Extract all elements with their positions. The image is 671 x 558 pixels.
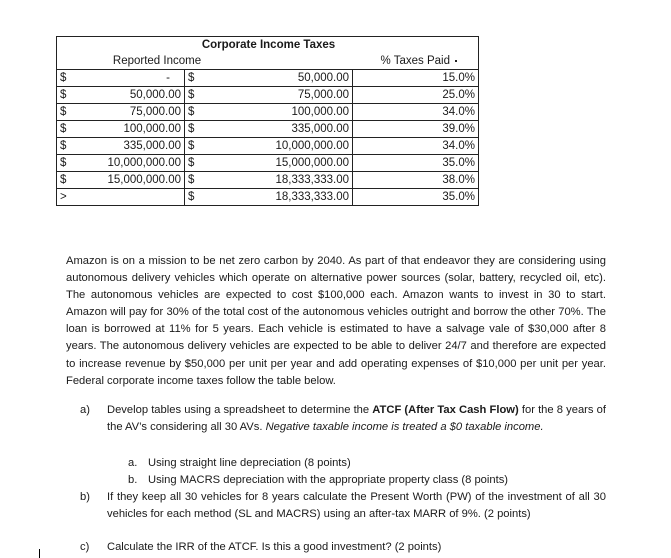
problem-paragraph: Amazon is on a mission to be net zero carbon by 2040. As part of that endeavor they are considering using autonomous delivery vehicles which operate on alternative power sources (solar, battery, recycled oil, etc). The autonomous vehicles are expected to cost $100,000 each. Amazon wants to invest in 30 to start. Amazon will pay for 30% of the total cost of the autonomous vehicles outright and borrow the other 70%. The loan is borrowed at 11% for 5 years. Each vehicle is estimated to have a salvage vale of $30,000 after 8 years. The autonomous delivery vehicles are expected to be able to deliver 24/7 and therefore are expected to increase revenue by $50,000 per unit per year and add operating expenses of $10,000 per unit per year. Federal corporate income taxes follow the table below. bbox=[66, 255, 606, 387]
question-a: a) Develop tables using a spreadsheet to determine the ATCF (After Tax Cash Flow) for the 8 years of the AV’s considering all 30 AVs. Negative taxable income is treated a $0 taxable income. bbox=[80, 404, 606, 434]
table-row: $ 100,000.00 $ 335,000.00 39.0% bbox=[57, 121, 479, 138]
question-b: b) If they keep all 30 vehicles for 8 years calculate the Present Worth (PW) of the investment of all 30 vehicles for each method (SL and MACRS) using an after-tax MARR of 9%. (2 points) bbox=[80, 491, 606, 521]
cell-marker-icon bbox=[455, 60, 459, 64]
taxes-paid-header: % Taxes Paid bbox=[353, 53, 479, 70]
table-title: Corporate Income Taxes bbox=[185, 37, 353, 54]
table-row: $ - $ 50,000.00 15.0% bbox=[57, 70, 479, 87]
table-row: $ 75,000.00 $ 100,000.00 34.0% bbox=[57, 104, 479, 121]
table-row: $ 335,000.00 $ 10,000,000.00 34.0% bbox=[57, 138, 479, 155]
corporate-income-tax-table bbox=[56, 36, 479, 206]
question-a-part-a: a. Using straight line depreciation (8 points) bbox=[128, 457, 351, 469]
negative-income-note: Negative taxable income is treated a $0 taxable income. bbox=[265, 421, 544, 434]
table-row: > $ 18,333,333.00 35.0% bbox=[57, 189, 479, 206]
text-cursor bbox=[39, 549, 40, 558]
atcf-term: ATCF (After Tax Cash Flow) bbox=[372, 404, 519, 416]
table-row: $ 50,000.00 $ 75,000.00 25.0% bbox=[57, 87, 479, 104]
question-a-part-b: b. Using MACRS depreciation with the appropriate property class (8 points) bbox=[128, 474, 509, 486]
question-c: c) Calculate the IRR of the ATCF. Is this a good investment? (2 points) bbox=[80, 541, 442, 553]
table-row: $ 15,000,000.00 $ 18,333,333.00 38.0% bbox=[57, 172, 479, 189]
table-row: $ 10,000,000.00 $ 15,000,000.00 35.0% bbox=[57, 155, 479, 172]
problem-statement bbox=[66, 253, 606, 390]
reported-income-header: Reported Income bbox=[88, 53, 210, 70]
